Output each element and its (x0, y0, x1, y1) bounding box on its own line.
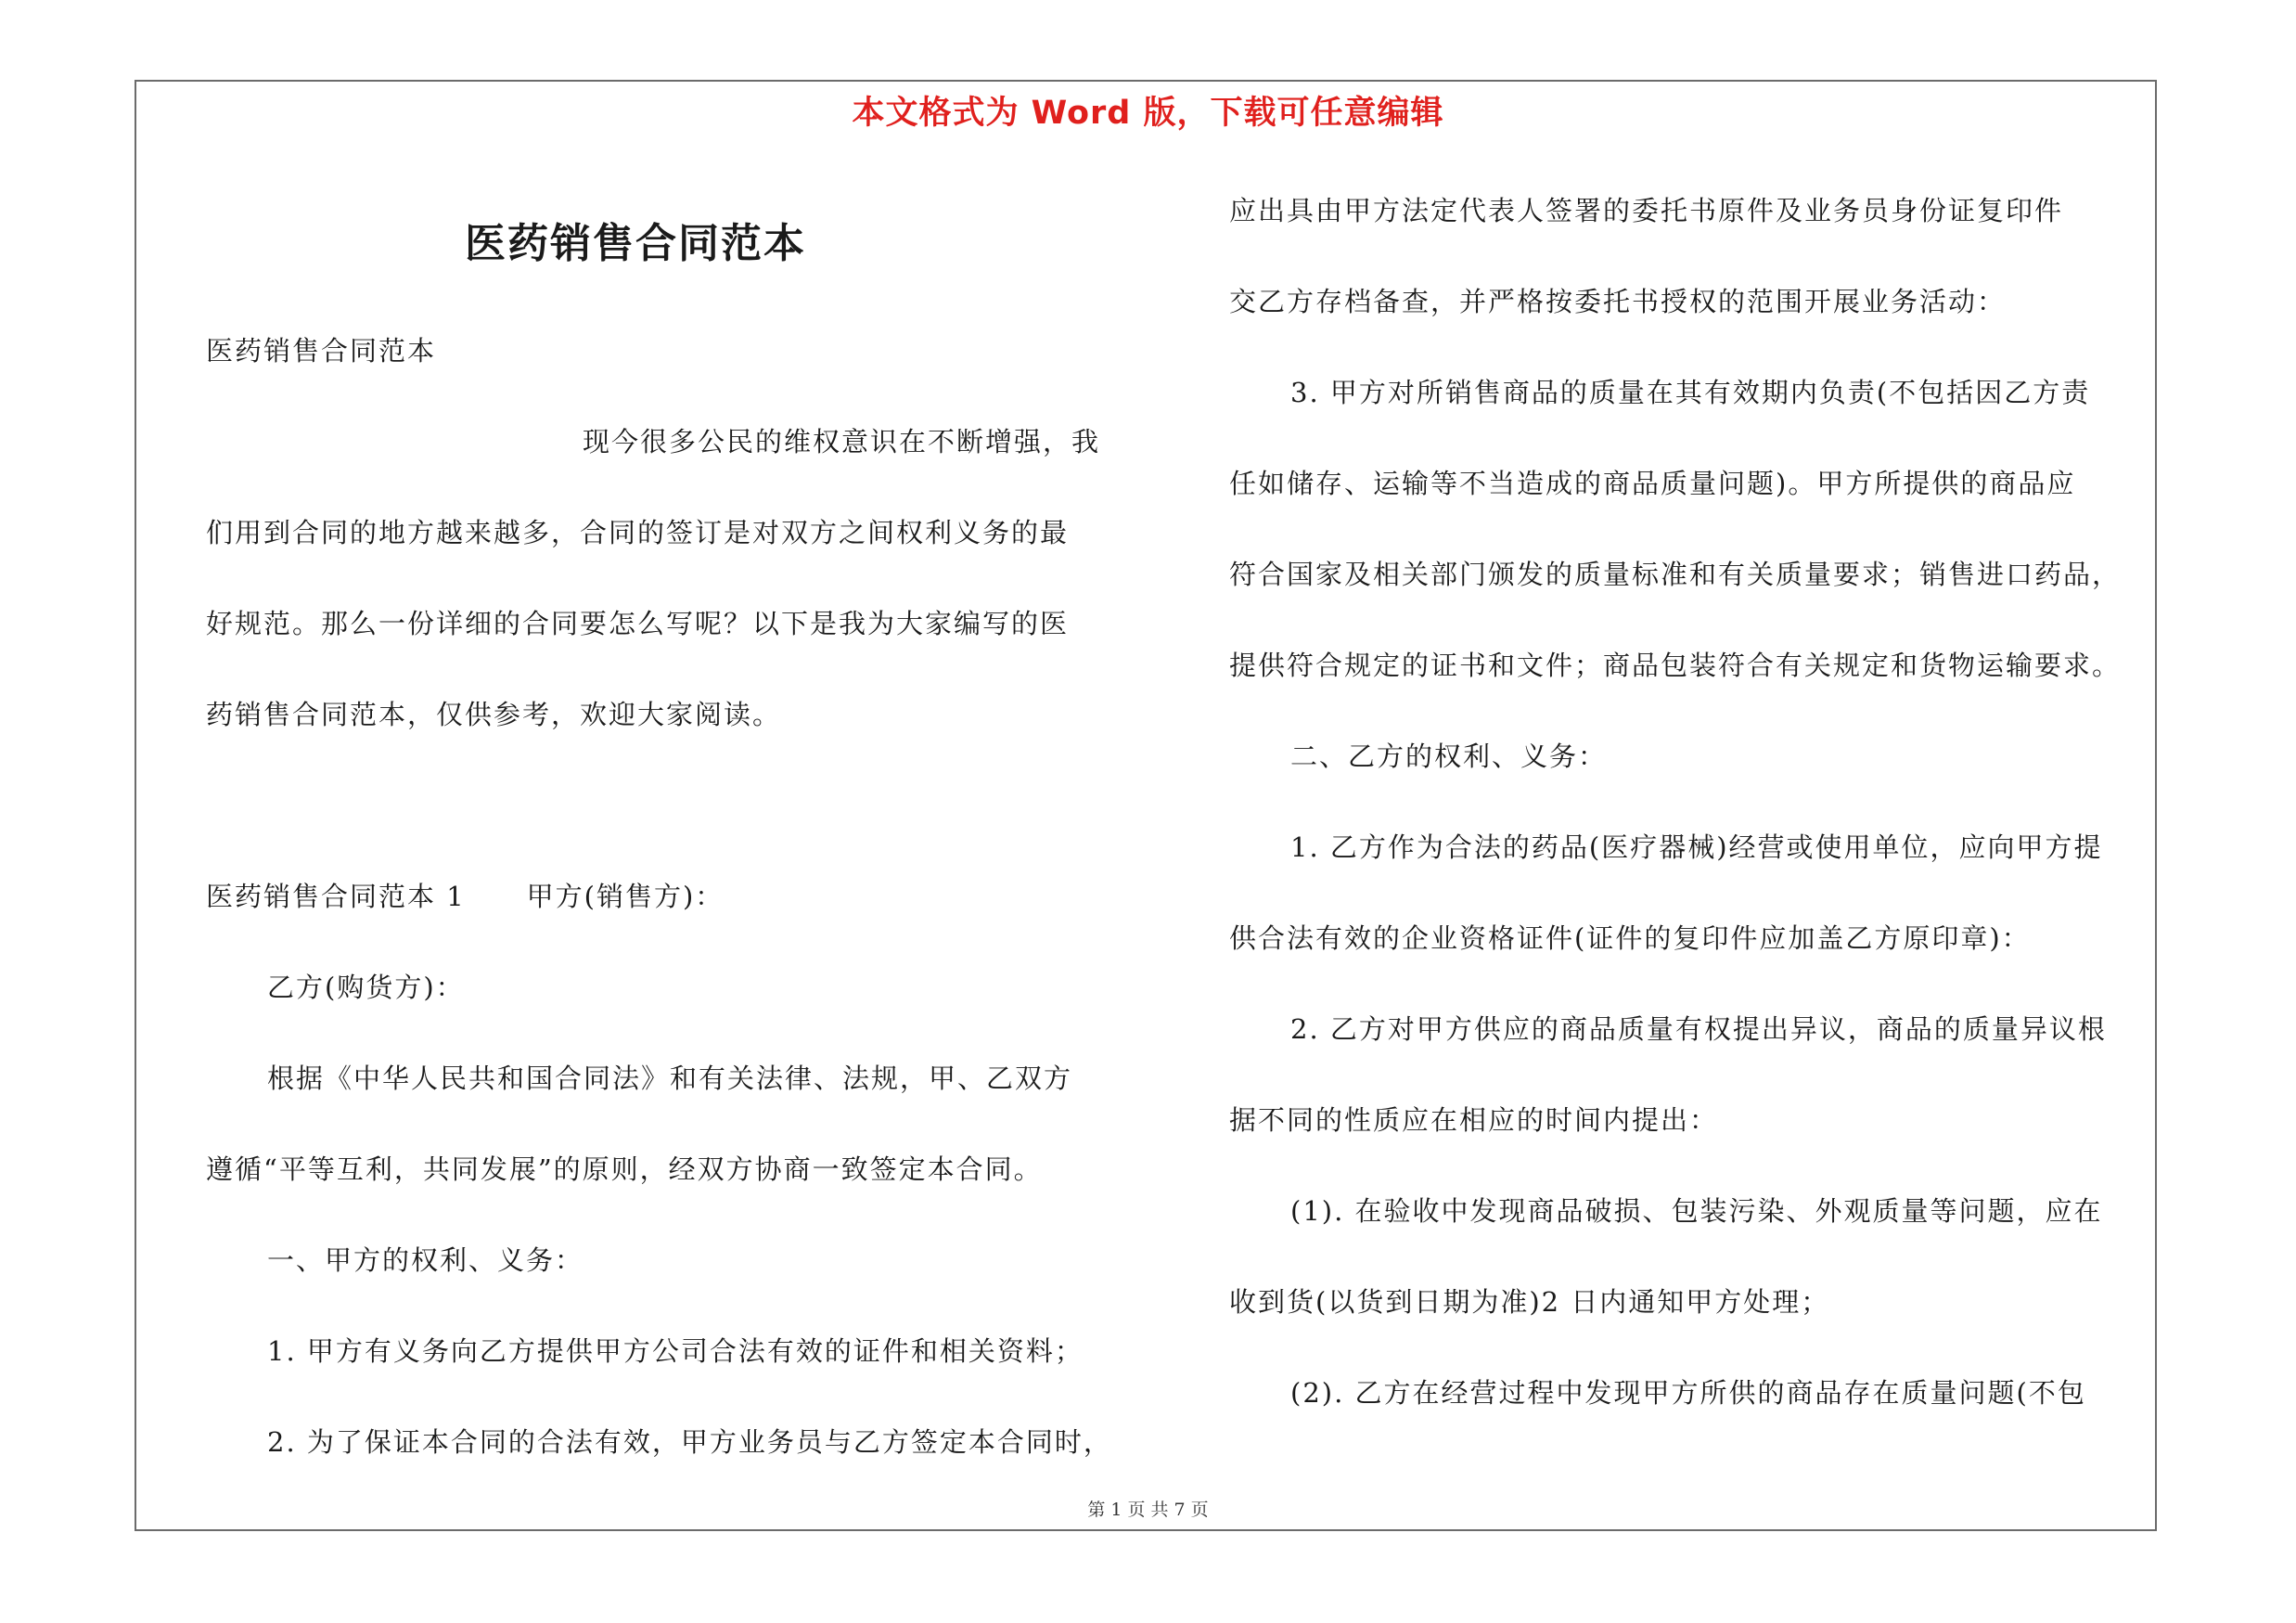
sub-clause-2: (2). 乙方在经营过程中发现甲方所供的商品存在质量问题(不包 (1290, 1377, 2086, 1409)
clause-a3-line: 任如储存、运输等不当造成的商品质量问题)。甲方所提供的商品应 (1229, 468, 2076, 499)
subtitle: 医药销售合同范本 (206, 335, 437, 367)
party-b-label: 乙方(购货方)： (267, 972, 465, 1003)
intro-line: 现今很多公民的维权意识在不断增强，我 (583, 426, 1101, 457)
section-heading-party-a: 一、甲方的权利、义务： (267, 1244, 584, 1276)
clause-a3: 3. 甲方对所销售商品的质量在其有效期内负责(不包括因乙方责 (1290, 377, 2091, 408)
section-heading-party-b: 二、乙方的权利、义务： (1290, 741, 1608, 772)
clause-a1: 1. 甲方有义务向乙方提供甲方公司合法有效的证件和相关资料； (267, 1335, 1084, 1367)
clause-a3-line: 提供符合规定的证书和文件；商品包装符合有关规定和货物运输要求。 (1229, 650, 2122, 681)
left-column (206, 305, 1143, 1488)
intro-line: 们用到合同的地方越来越多，合同的签订是对双方之间权利义务的最 (206, 517, 1070, 548)
clause-a2: 2. 为了保证本合同的合法有效，甲方业务员与乙方签定本合同时， (267, 1426, 1112, 1458)
clause-b2-line: 据不同的性质应在相应的时间内提出： (1229, 1104, 1719, 1136)
paragraph-gap (206, 760, 1143, 851)
sub-clause-1: (1). 在验收中发现商品破损、包装污染、外观质量等问题，应在 (1290, 1195, 2103, 1227)
intro-line: 好规范。那么一份详细的合同要怎么写呢？以下是我为大家编写的医 (206, 608, 1070, 639)
clause-a2-continued: 应出具由甲方法定代表人签署的委托书原件及业务员身份证复印件 (1229, 195, 2064, 226)
right-column (1229, 165, 2175, 1438)
party-a-label: 甲方(销售方)： (526, 881, 725, 912)
clause-a3-line: 符合国家及相关部门颁发的质量标准和有关质量要求；销售进口药品， (1229, 559, 2122, 590)
clause-b1: 1. 乙方作为合法的药品(医疗器械)经营或使用单位，应向甲方提 (1290, 831, 2103, 863)
clause-b2: 2. 乙方对甲方供应的商品质量有权提出异议，商品的质量异议根 (1290, 1013, 2107, 1045)
clause-a2-continued: 交乙方存档备查，并严格按委托书授权的范围开展业务活动： (1229, 286, 2007, 317)
sample-heading: 医药销售合同范本 1 (206, 881, 466, 912)
page-number-footer: 第 1 页 共 7 页 (1087, 1500, 1209, 1520)
basis-line: 遵循“平等互利，共同发展”的原则，经双方协商一致签定本合同。 (206, 1153, 1043, 1185)
intro-line: 药销售合同范本，仅供参考，欢迎大家阅读。 (206, 699, 782, 730)
document-title: 医药销售合同范本 (465, 220, 806, 267)
clause-b1-line: 供合法有效的企业资格证件(证件的复印件应加盖乙方原印章)： (1229, 922, 2031, 954)
sample-heading-line (206, 851, 1143, 942)
sub-clause-1-line: 收到货(以货到日期为准)2 日内通知甲方处理； (1229, 1286, 1830, 1318)
editable-notice-banner: 本文格式为 Word 版，下载可任意编辑 (852, 95, 1444, 132)
basis-line: 根据《中华人民共和国合同法》和有关法律、法规，甲、乙双方 (267, 1063, 1073, 1094)
